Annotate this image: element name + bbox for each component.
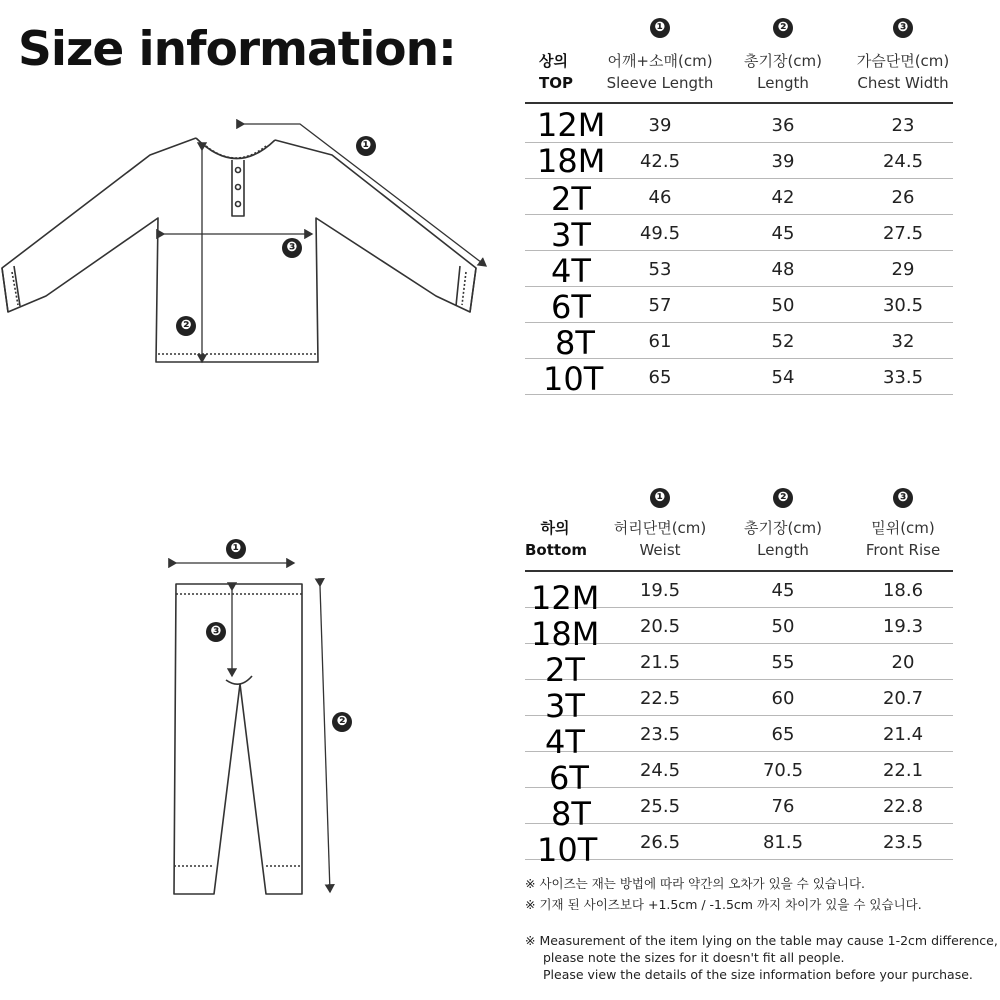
col3-number-icon: ❸ [893, 18, 913, 38]
pants-marker-waist-icon: ❶ [226, 539, 246, 559]
size-label: 8T [551, 795, 591, 833]
rise-value: 23.5 [882, 832, 924, 853]
sleeve-value: 61 [648, 331, 672, 352]
sleeve-value: 42.5 [639, 151, 681, 172]
chest-value: 27.5 [882, 223, 924, 244]
col3-number-icon: ❸ [893, 488, 913, 508]
table-row [525, 644, 953, 689]
note-en-3: Please view the details of the size information before your purchase. [543, 967, 973, 982]
rise-value: 22.8 [882, 796, 924, 817]
table-row [525, 179, 953, 218]
top-size-table [525, 14, 953, 398]
size-label: 4T [545, 723, 585, 761]
sleeve-value: 46 [648, 187, 672, 208]
waist-value: 24.5 [639, 760, 681, 781]
length-value: 45 [771, 223, 795, 244]
length-value: 36 [771, 115, 795, 136]
waist-value: 26.5 [639, 832, 681, 853]
size-label: 6T [549, 759, 589, 797]
chest-value: 24.5 [882, 151, 924, 172]
bottom-category-en: Bottom [525, 541, 588, 559]
chest-value: 33.5 [882, 367, 924, 388]
waist-value: 21.5 [639, 652, 681, 673]
chest-value: 29 [891, 259, 915, 280]
length-value: 50 [771, 616, 795, 637]
table-row [525, 752, 953, 797]
length-value: 55 [771, 652, 795, 673]
col3-header-en: Front Rise [865, 541, 941, 559]
size-label: 2T [545, 651, 585, 689]
sleeve-value: 49.5 [639, 223, 681, 244]
length-value: 50 [771, 295, 795, 316]
length-value: 70.5 [762, 760, 804, 781]
note-en-1: ※ Measurement of the item lying on the table may cause 1-2cm difference, [525, 933, 998, 948]
length-value: 76 [771, 796, 795, 817]
size-label: 12M [537, 106, 606, 144]
rise-value: 18.6 [882, 580, 924, 601]
bottom-category-ko: 하의 [540, 519, 570, 537]
length-value: 65 [771, 724, 795, 745]
col3-header-en: Chest Width [857, 74, 949, 92]
table-row [525, 716, 953, 761]
size-label: 4T [551, 252, 591, 290]
col1-header-ko: 허리단면(cm) [613, 519, 707, 537]
page-title: Size information: [18, 22, 456, 77]
rise-value: 19.3 [882, 616, 924, 637]
header-divider [525, 102, 953, 104]
length-value: 45 [771, 580, 795, 601]
chest-value: 32 [891, 331, 915, 352]
rise-value: 22.1 [882, 760, 924, 781]
shirt-measure-lines [164, 124, 486, 362]
sleeve-value: 39 [648, 115, 672, 136]
size-label: 10T [537, 831, 598, 869]
table-row [525, 608, 953, 653]
pants-marker-rise-icon: ❸ [206, 622, 226, 642]
table-row [525, 788, 953, 833]
size-label: 2T [551, 180, 591, 218]
size-label: 6T [551, 288, 591, 326]
length-value: 42 [771, 187, 795, 208]
pants-drawing [174, 584, 302, 894]
sleeve-value: 53 [648, 259, 672, 280]
length-value: 60 [771, 688, 795, 709]
chest-value: 26 [891, 187, 915, 208]
chest-value: 23 [891, 115, 915, 136]
table-row [525, 215, 953, 254]
pants-measure-lines [176, 563, 330, 892]
length-value: 52 [771, 331, 795, 352]
col3-header-ko: 가슴단면(cm) [856, 52, 950, 70]
shirt-marker-sleeve-icon: ❶ [356, 136, 376, 156]
col1-number-icon: ❶ [650, 488, 670, 508]
size-label: 12M [531, 579, 600, 617]
col1-number-icon: ❶ [650, 18, 670, 38]
sleeve-value: 65 [648, 367, 672, 388]
table-row [525, 251, 953, 290]
table-row [525, 287, 953, 326]
shirt-marker-chest-icon: ❸ [282, 238, 302, 258]
waist-value: 23.5 [639, 724, 681, 745]
pants-marker-length-icon: ❷ [332, 712, 352, 732]
rise-value: 20.7 [882, 688, 924, 709]
col2-header-en: Length [757, 541, 809, 559]
table-row [525, 824, 953, 869]
sleeve-value: 57 [648, 295, 672, 316]
rise-value: 21.4 [882, 724, 924, 745]
waist-value: 20.5 [639, 616, 681, 637]
top-category-ko: 상의 [539, 52, 568, 70]
col2-number-icon: ❷ [773, 18, 793, 38]
note-ko-1: ※ 사이즈는 재는 방법에 따라 약간의 오차가 있을 수 있습니다. [525, 876, 866, 891]
size-label: 10T [543, 360, 604, 398]
col2-header-ko: 총기장(cm) [743, 519, 823, 537]
table-row [525, 107, 953, 143]
col1-header-en: Sleeve Length [606, 74, 714, 92]
col1-header-ko: 어깨+소매(cm) [607, 52, 713, 70]
length-value: 39 [771, 151, 795, 172]
waist-value: 25.5 [639, 796, 681, 817]
size-label: 18M [531, 615, 600, 653]
col3-header-ko: 밑위(cm) [871, 519, 935, 537]
rise-value: 20 [891, 652, 915, 673]
shirt-drawing [2, 138, 476, 362]
length-value: 54 [771, 367, 795, 388]
col2-header-en: Length [757, 74, 809, 92]
note-en-2: please note the sizes for it doesn't fit all people. [543, 950, 845, 965]
waist-value: 19.5 [639, 580, 681, 601]
col1-header-en: Weist [639, 541, 681, 559]
bottom-size-table [525, 484, 953, 869]
size-label: 3T [545, 687, 585, 725]
table-row [525, 359, 953, 398]
table-row [525, 680, 953, 725]
top-category-en: TOP [539, 74, 573, 92]
length-value: 48 [771, 259, 795, 280]
size-label: 8T [555, 324, 595, 362]
waist-value: 22.5 [639, 688, 681, 709]
table-row [525, 143, 953, 179]
shirt-marker-length-icon: ❷ [176, 316, 196, 336]
length-value: 81.5 [762, 832, 804, 853]
size-label: 18M [537, 142, 606, 180]
table-row [525, 323, 953, 362]
chest-value: 30.5 [882, 295, 924, 316]
size-label: 3T [551, 216, 591, 254]
table-row [525, 572, 953, 617]
note-ko-2: ※ 기재 된 사이즈보다 +1.5cm / -1.5cm 까지 차이가 있을 수 있습니다. [525, 897, 922, 912]
col2-header-ko: 총기장(cm) [743, 52, 823, 70]
col2-number-icon: ❷ [773, 488, 793, 508]
